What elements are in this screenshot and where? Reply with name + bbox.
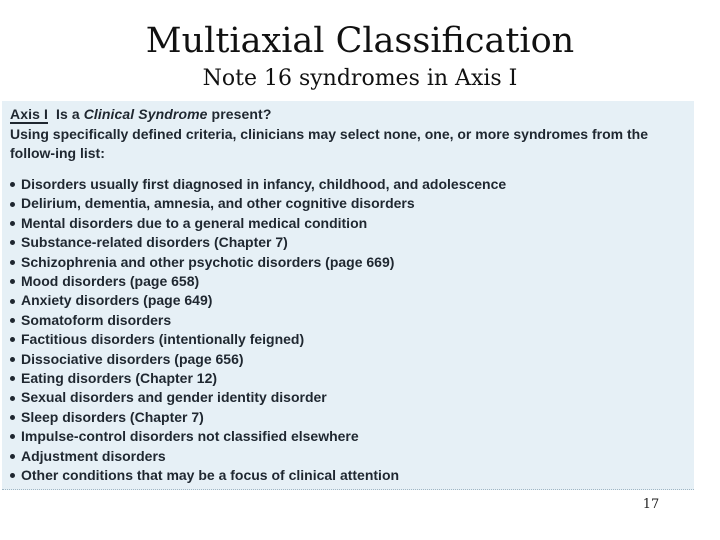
bullet-icon (10, 260, 15, 265)
list-item (10, 175, 684, 194)
list-item (10, 466, 684, 485)
bullet-icon (10, 221, 15, 226)
list-item (10, 291, 684, 310)
bullet-icon (10, 182, 15, 187)
list-item-label: Mood disorders (page 658) (21, 273, 200, 290)
list-item (10, 350, 684, 369)
list-item-label: Eating disorders (Chapter 12) (21, 370, 218, 387)
bullet-icon (10, 357, 15, 362)
bullet-icon (10, 415, 15, 420)
list-item (10, 408, 684, 427)
list-item (10, 369, 684, 388)
bullet-icon (10, 279, 15, 284)
list-item (10, 272, 684, 291)
list-item (10, 388, 684, 407)
bullet-icon (10, 376, 15, 381)
list-item-label: Disorders usually first diagnosed in infancy, childhood, and adolescence (21, 176, 507, 192)
axis-question (56, 106, 272, 122)
list-item (10, 330, 684, 349)
panel-intro-text: Using specifically defined criteria, clinicians may select none, one, or more syndromes from the follow-ing list: (10, 126, 648, 161)
axis-excerpt-panel (2, 101, 694, 490)
list-item (10, 427, 684, 446)
syndrome-list (10, 175, 684, 486)
bullet-icon (10, 240, 15, 245)
list-item-label: Schizophrenia and other psychotic disorders (page 669) (21, 253, 395, 270)
list-item-label: Delirium, dementia, amnesia, and other cognitive disorders (21, 195, 415, 212)
list-item-label: Anxiety disorders (page 649) (21, 292, 213, 309)
bullet-icon (10, 454, 15, 459)
bullet-icon (10, 318, 15, 323)
page-number: 17 (642, 497, 660, 512)
question-suffix: present? (207, 106, 272, 122)
list-item-label: Sleep disorders (Chapter 7) (21, 408, 204, 425)
list-item (10, 311, 684, 330)
list-item (10, 253, 684, 272)
list-item-label: Other conditions that may be a focus of clinical attention (21, 467, 400, 484)
bullet-icon (10, 434, 15, 439)
list-item-label: Adjustment disorders (21, 447, 166, 464)
bullet-icon (10, 202, 15, 207)
bullet-icon (10, 337, 15, 342)
list-item-label: Mental disorders due to a general medical condition (21, 214, 368, 231)
list-item (10, 233, 684, 252)
bullet-icon (10, 473, 15, 478)
panel-heading (10, 105, 684, 124)
list-item (10, 447, 684, 466)
list-item-label: Somatoform disorders (21, 311, 172, 328)
slide-title: Multiaxial Classification (145, 21, 575, 61)
list-item (10, 214, 684, 233)
list-item-label: Substance-related disorders (Chapter 7) (21, 234, 288, 251)
bullet-icon (10, 396, 15, 401)
question-prefix: Is a (55, 106, 84, 122)
bullet-icon (10, 299, 15, 304)
list-item-label: Impulse-control disorders not classified elsewhere (21, 428, 359, 445)
list-item (10, 194, 684, 213)
list-item-label: Factitious disorders (intentionally feigned) (21, 331, 305, 348)
list-item-label: Dissociative disorders (page 656) (21, 350, 244, 367)
question-emphasis: Clinical Syndrome (83, 106, 208, 122)
list-item-label: Sexual disorders and gender identity disorder (21, 389, 327, 406)
axis-label: Axis I (10, 106, 48, 122)
slide-subtitle: Note 16 syndromes in Axis I (202, 66, 518, 91)
